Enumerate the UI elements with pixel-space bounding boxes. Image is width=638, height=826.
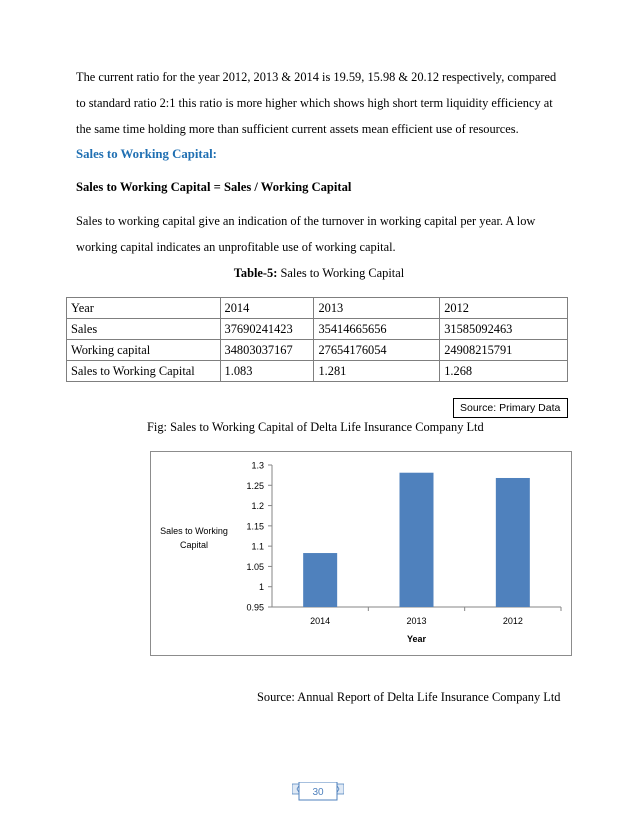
table-cell: Sales to Working Capital: [67, 361, 221, 382]
x-tick-label: 2014: [310, 616, 331, 626]
intro-line: The current ratio for the year 2012, 2013 & 2014 is 19.59, 15.98 & 20.12 respectively, compared: [76, 70, 557, 84]
x-tick-label: 2012: [502, 616, 523, 626]
description-line: working capital indicates an unprofitable use of working capital.: [76, 240, 396, 254]
y-tick-label: 1.2: [251, 501, 264, 512]
sales-working-capital-table: [66, 297, 568, 382]
description-line: Sales to working capital give an indication of the turnover in working capital per year. A low: [76, 214, 536, 228]
table-cell: 2013: [314, 298, 440, 319]
table-cell: 27654176054: [314, 340, 440, 361]
table-caption-title: Sales to Working Capital: [277, 266, 405, 280]
table-cell: Sales: [67, 319, 221, 340]
table-cell: 31585092463: [440, 319, 568, 340]
y-tick-label: 1.05: [246, 561, 264, 572]
table-cell: 35414665656: [314, 319, 440, 340]
table-caption-label: Table-5:: [233, 266, 278, 280]
y-axis-title-line: Capital: [179, 540, 209, 550]
x-axis-title: Year: [406, 634, 427, 644]
ribbon-icon: [292, 782, 344, 802]
bar: [303, 553, 337, 607]
table-cell: Working capital: [67, 340, 221, 361]
formula-heading: Sales to Working Capital = Sales / Working Capital: [76, 180, 352, 194]
intro-line: the same time holding more than sufficient current assets mean efficient use of resources.: [76, 122, 519, 136]
table-row: [67, 298, 568, 319]
bar-chart: [151, 452, 571, 655]
bar: [496, 478, 530, 607]
table-cell: 2014: [220, 298, 314, 319]
y-tick-label: 1.3: [251, 460, 264, 471]
table-cell: 1.268: [440, 361, 568, 382]
table-cell: 2012: [440, 298, 568, 319]
table-source-box: Source: Primary Data: [453, 398, 568, 418]
y-tick-label: 1: [258, 582, 264, 593]
y-tick-label: 1.25: [246, 480, 264, 491]
y-tick-label: 1.1: [251, 541, 264, 552]
table-caption: [0, 266, 638, 281]
page-number: 30: [312, 787, 324, 798]
y-tick-label: 0.95: [246, 602, 264, 613]
table-row: [67, 361, 568, 382]
table-cell: 34803037167: [220, 340, 314, 361]
figure-source: Source: Annual Report of Delta Life Insurance Company Ltd: [257, 690, 561, 704]
y-tick-label: 1.15: [246, 521, 264, 532]
table-cell: 1.083: [220, 361, 314, 382]
table-cell: 1.281: [314, 361, 440, 382]
y-axis-title-line: Sales to Working: [160, 526, 228, 536]
bar: [400, 473, 434, 607]
intro-paragraph: [76, 64, 576, 142]
table-row: [67, 340, 568, 361]
x-tick-label: 2013: [406, 616, 427, 626]
table-row: [67, 319, 568, 340]
chart-frame: [150, 451, 572, 656]
description-paragraph: [76, 208, 576, 260]
section-title: Sales to Working Capital:: [76, 147, 217, 161]
figure-caption: Fig: Sales to Working Capital of Delta Life Insurance Company Ltd: [147, 420, 484, 434]
table-cell: Year: [67, 298, 221, 319]
intro-line: to standard ratio 2:1 this ratio is more higher which shows high short term liquidity efficiency at: [76, 96, 553, 110]
table-cell: 37690241423: [220, 319, 314, 340]
page-number-badge: [292, 782, 344, 802]
table-cell: 24908215791: [440, 340, 568, 361]
